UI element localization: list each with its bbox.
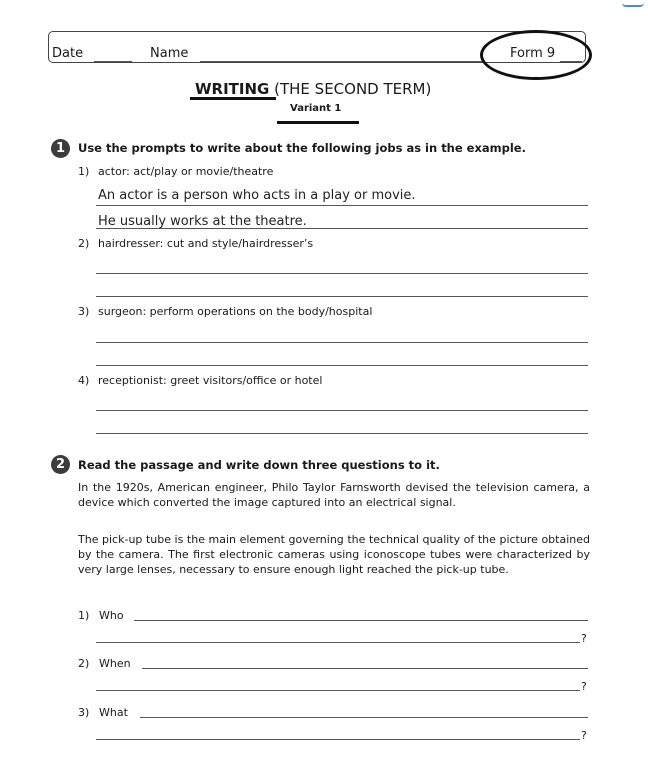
question-mark: ? <box>581 680 587 693</box>
task1-number-badge: 1 <box>51 139 70 158</box>
corner-logo-icon <box>622 0 644 7</box>
answer-line[interactable] <box>140 717 588 718</box>
task1-item-num: 3) <box>78 305 90 318</box>
title-underline-mark <box>190 97 276 100</box>
answer-line[interactable] <box>96 410 588 411</box>
answer-line[interactable] <box>96 642 580 643</box>
answer-line[interactable] <box>96 205 588 206</box>
answer-line[interactable] <box>96 296 588 297</box>
form-circle-mark <box>480 30 592 80</box>
question-word: When <box>99 657 131 670</box>
task1-item-prompt: receptionist: greet visitors/office or hotel <box>98 374 323 387</box>
task1-item-prompt: hairdresser: cut and style/hairdresser’s <box>98 237 314 250</box>
question-word: What <box>99 706 128 719</box>
task1-item-num: 4) <box>78 374 90 387</box>
name-label: Name <box>150 46 189 61</box>
question-mark: ? <box>581 632 587 645</box>
answer-line[interactable] <box>96 739 580 740</box>
task1-item-num: 2) <box>78 237 90 250</box>
title-rest: (THE SECOND TERM) <box>274 80 432 98</box>
question-num: 1) <box>78 609 90 622</box>
date-label: Date <box>52 46 84 61</box>
answer-line[interactable] <box>96 690 580 691</box>
question-num: 2) <box>78 657 90 670</box>
passage-paragraph: The pick-up tube is the main element governing the technical quality of the picture obtained by the camera. The first electronic cameras using iconoscope tubes were characterized by very large lenses, necessary to ensure enough light reached the pick-up tube. <box>78 533 590 576</box>
question-num: 3) <box>78 706 90 719</box>
question-word: Who <box>99 609 124 622</box>
task1-item-prompt: surgeon: perform operations on the body/hospital <box>98 305 373 318</box>
answer-line[interactable] <box>96 228 588 229</box>
example-answer-line2: He usually works at the theatre. <box>98 214 307 229</box>
answer-line[interactable] <box>134 620 588 621</box>
form-label: Form 9 <box>510 46 556 61</box>
name-field[interactable] <box>200 61 482 62</box>
passage-paragraph: In the 1920s, American engineer, Philo Taylor Farnsworth devised the television camera, a device which converted the image captured into an electrical signal. <box>78 481 590 509</box>
task2-instruction: Read the passage and write down three questions to it. <box>78 458 440 472</box>
task2-number-badge: 2 <box>51 455 70 474</box>
question-mark: ? <box>581 729 587 742</box>
task1-item-prompt: actor: act/play or movie/theatre <box>98 165 274 178</box>
answer-line[interactable] <box>96 365 588 366</box>
task1-instruction: Use the prompts to write about the following jobs as in the example. <box>78 141 526 155</box>
variant-underline-mark <box>277 121 359 124</box>
answer-line[interactable] <box>142 668 588 669</box>
answer-line[interactable] <box>96 433 588 434</box>
answer-line[interactable] <box>96 273 588 274</box>
title-bold: WRITING <box>195 80 270 98</box>
answer-line[interactable] <box>96 342 588 343</box>
date-field[interactable] <box>94 61 132 62</box>
page-title <box>195 80 431 98</box>
variant-label: Variant 1 <box>290 103 342 114</box>
example-answer-line1: An actor is a person who acts in a play or movie. <box>98 188 416 203</box>
task1-item-num: 1) <box>78 165 90 178</box>
